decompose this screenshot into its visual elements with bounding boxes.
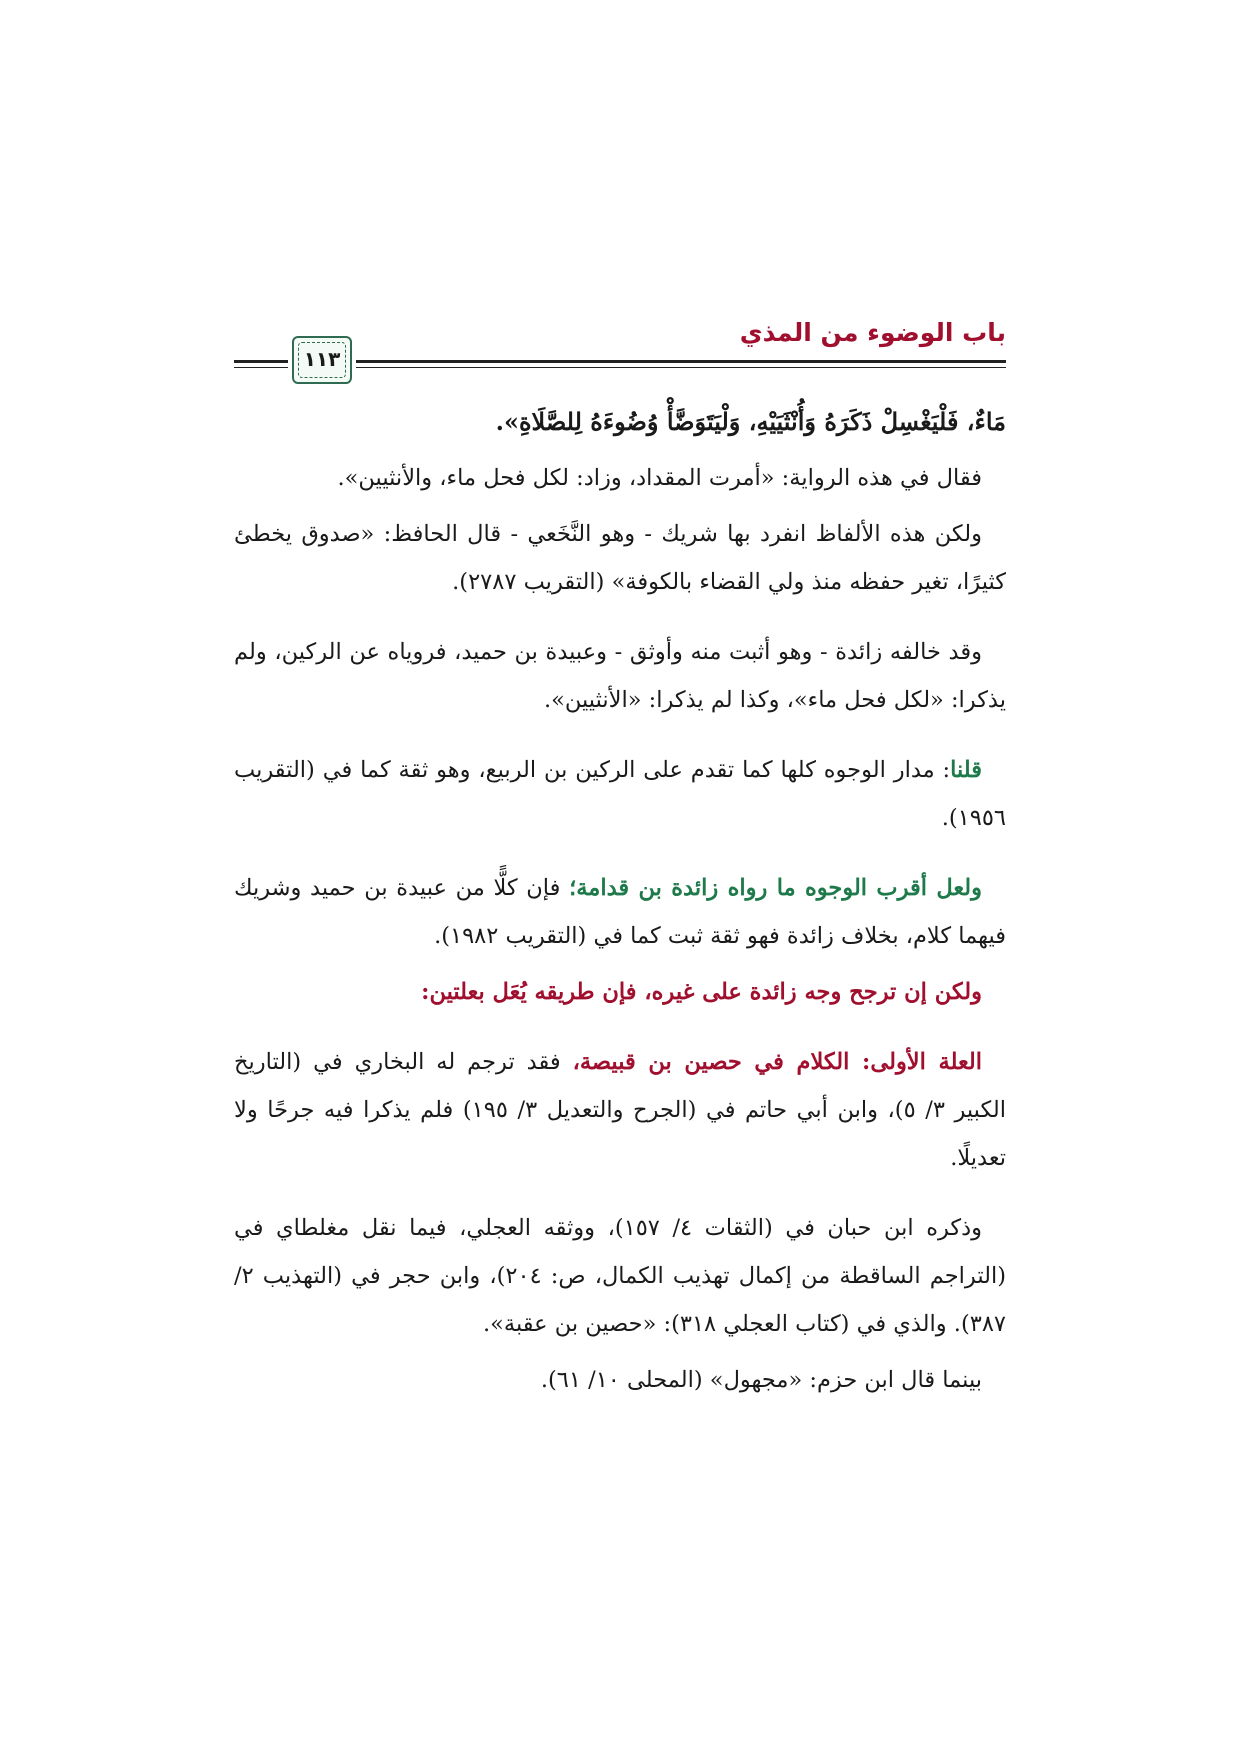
- page-body: [234, 398, 1006, 1426]
- page-header: [234, 300, 1006, 390]
- paragraph-qulna: [234, 746, 1006, 842]
- closest-text: فإن كلًّا من عبيدة بن حميد وشريك فيهما كلام، بخلاف زائدة فهو ثقة ثبت كما في (التقريب ١٩٨٢).: [234, 875, 1006, 949]
- qulna-label: قلنا: [950, 757, 982, 783]
- first-defect-text: فقد ترجم له البخاري في (التاريخ الكبير ٣/ ٥)، وابن أبي حاتم في (الجرح والتعديل ٣/ ١٩٥) فلم يذكرا فيه جرحًا ولا تعديلًا.: [234, 1049, 1007, 1171]
- paragraph-ibn-hibban: وذكره ابن حبان في (الثقات ٤/ ١٥٧)، ووثقه العجلي، فيما نقل مغلطاي في (التراجم الساقطة من إكمال تهذيب الكمال، ص: ٢٠٤)، وابن حجر في (التهذيب ٢/ ٣٨٧). والذي في (كتاب العجلي ٣١٨): «حصين بن عقبة».: [234, 1215, 1006, 1337]
- header-rule-right: [356, 360, 1006, 363]
- header-rule-left: [234, 360, 288, 363]
- page-number-badge: [292, 336, 352, 384]
- paragraph-closest: [234, 864, 1006, 960]
- paragraph-narration: فقال في هذه الرواية: «أمرت المقداد، وزاد: لكل فحل ماء، والأنثيين».: [337, 465, 982, 491]
- qulna-text: : مدار الوجوه كلها كما تقدم على الركين بن الربيع، وهو ثقة كما في (التقريب ١٩٥٦).: [234, 757, 1006, 831]
- chapter-title: باب الوضوء من المذي: [739, 318, 1006, 347]
- header-rule-right-thin: [356, 367, 1006, 368]
- paragraph-first-defect: [234, 1038, 1006, 1182]
- paragraph-ibn-hazm: بينما قال ابن حزم: «مجهول» (المحلى ١٠/ ٦١).: [540, 1367, 982, 1393]
- paragraph-two-defects: ولكن إن ترجح وجه زائدة على غيره، فإن طريقه يُعَل بعلتين:: [421, 979, 982, 1005]
- header-rule-left-thin: [234, 367, 288, 368]
- closest-lead: ولعل أقرب الوجوه ما رواه زائدة بن قدامة؛: [569, 875, 982, 901]
- paragraph-sharik: ولكن هذه الألفاظ انفرد بها شريك - وهو النَّخَعي - قال الحافظ: «صدوق يخطئ كثيرًا، تغير حفظه منذ ولي القضاء بالكوفة» (التقريب ٢٧٨٧).: [234, 521, 1006, 595]
- first-defect-lead: العلة الأولى: الكلام في حصين بن قبيصة،: [572, 1049, 982, 1075]
- hadith-text: مَاءٌ، فَلْيَغْسِلْ ذَكَرَهُ وَأُنْثَيَيْهِ، وَلْيَتَوَضَّأْ وُضُوءَهُ لِلصَّلَاةِ».: [495, 407, 1006, 436]
- paragraph-zaida: وقد خالفه زائدة - وهو أثبت منه وأوثق - وعبيدة بن حميد، فروياه عن الركين، ولم يذكرا: «لكل فحل ماء»، وكذا لم يذكرا: «الأنثيين».: [234, 639, 1006, 713]
- page-number: ١١٣: [303, 347, 341, 371]
